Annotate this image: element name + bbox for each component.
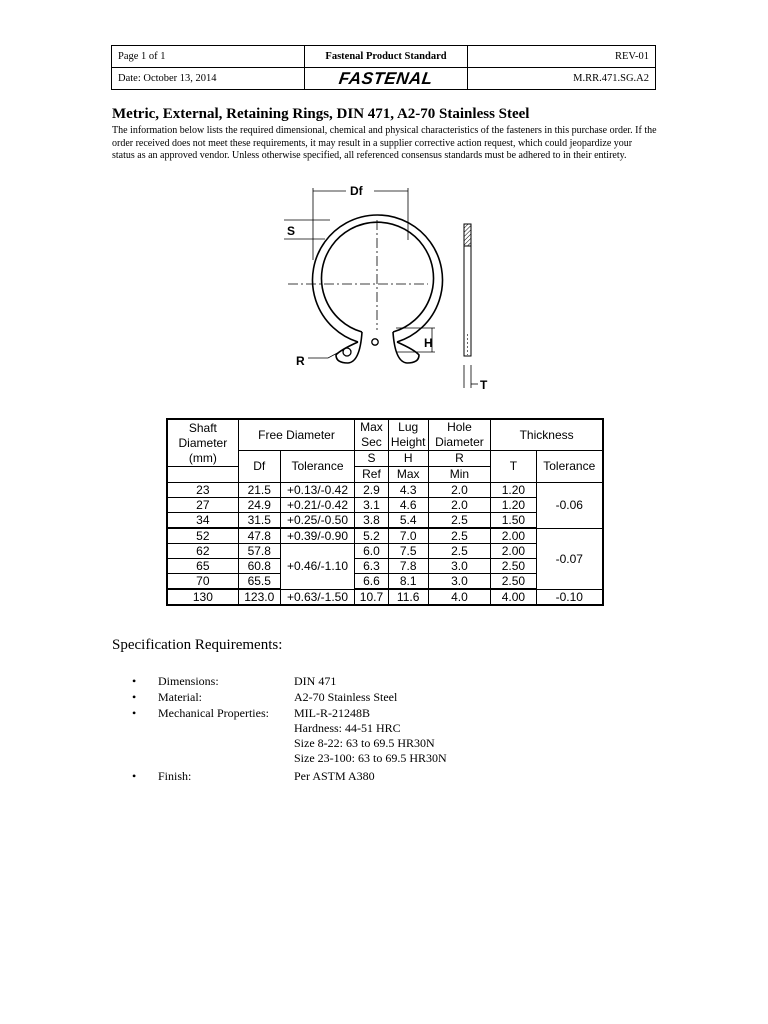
cell-hole-diameter: 2.0 — [428, 498, 491, 513]
header-t-tolerance: Tolerance — [536, 451, 603, 483]
page-number: Page 1 of 1 — [112, 46, 305, 68]
header-shaft-spacer — [167, 467, 238, 483]
cell-tolerance: +0.13/-0.42 — [280, 483, 354, 498]
cell-hole-diameter: 3.0 — [428, 574, 491, 590]
cell-max-sec: 10.7 — [355, 589, 388, 605]
spec-item-value: Per ASTM A380 — [294, 769, 375, 783]
cell-thickness-tolerance: -0.06 — [536, 483, 603, 529]
cell-shaft-diameter: 130 — [167, 589, 238, 605]
table-row — [167, 528, 603, 544]
spec-item-label: Dimensions: — [158, 674, 219, 688]
header-shaft-diameter: Shaft Diameter (mm) — [167, 419, 238, 467]
cell-df: 31.5 — [238, 513, 280, 529]
cell-lug-height: 5.4 — [388, 513, 428, 529]
header-min: Min — [428, 467, 491, 483]
fastenal-logo: FASTENAL — [337, 68, 435, 88]
cell-max-sec: 6.0 — [355, 544, 388, 559]
cell-max-sec: 6.3 — [355, 559, 388, 574]
header-ref: Ref — [355, 467, 388, 483]
document-code: M.RR.471.SG.A2 — [468, 68, 656, 90]
spec-heading: Specification Requirements: — [112, 637, 283, 653]
cell-lug-height: 4.6 — [388, 498, 428, 513]
table-row — [167, 589, 603, 605]
cell-shaft-diameter: 34 — [167, 513, 238, 529]
cell-hole-diameter: 3.0 — [428, 559, 491, 574]
document-title: Metric, External, Retaining Rings, DIN 471, A2-70 Stainless Steel — [112, 106, 530, 122]
cell-thickness: 1.20 — [491, 483, 536, 498]
cell-df: 57.8 — [238, 544, 280, 559]
cell-thickness: 2.50 — [491, 559, 536, 574]
header-r: R — [428, 451, 491, 467]
table-row — [167, 483, 603, 498]
spec-item-label: Mechanical Properties: — [158, 706, 269, 720]
cell-df: 65.5 — [238, 574, 280, 590]
header-df: Df — [238, 451, 280, 483]
spec-item-extra-value: Hardness: 44-51 HRC — [294, 721, 401, 735]
cell-shaft-diameter: 23 — [167, 483, 238, 498]
cell-thickness-tolerance: -0.10 — [536, 589, 603, 605]
spec-item-label: Material: — [158, 690, 202, 704]
cell-hole-diameter: 2.5 — [428, 544, 491, 559]
intro-paragraph: The information below lists the required dimensional, chemical and physical characteristics of the fasteners in this purchase order. If the order received does not meet these requirements, it may result in a supplier corrective action request, which could jeopardize your status as an approved vendor. Unless otherwise specified, all referenced consensus standards must be adhered to in their entirety. — [112, 125, 657, 162]
cell-tolerance: +0.21/-0.42 — [280, 498, 354, 513]
cell-hole-diameter: 2.5 — [428, 528, 491, 544]
cell-lug-height: 4.3 — [388, 483, 428, 498]
cell-shaft-diameter: 65 — [167, 559, 238, 574]
cell-thickness: 1.50 — [491, 513, 536, 529]
retaining-ring-drawing — [270, 180, 500, 395]
cell-thickness: 2.50 — [491, 574, 536, 590]
cell-lug-height: 11.6 — [388, 589, 428, 605]
cell-df: 47.8 — [238, 528, 280, 544]
cell-tolerance: +0.25/-0.50 — [280, 513, 354, 529]
cell-hole-diameter: 4.0 — [428, 589, 491, 605]
cell-df: 24.9 — [238, 498, 280, 513]
document-header — [111, 45, 656, 90]
header-t: T — [491, 451, 536, 483]
t-dimension — [464, 365, 478, 388]
cell-hole-diameter: 2.0 — [428, 483, 491, 498]
cell-max-sec: 6.6 — [355, 574, 388, 590]
bullet-icon: • — [132, 674, 137, 688]
header-s: S — [355, 451, 388, 467]
header-free-diameter: Free Diameter — [238, 419, 355, 451]
cell-tolerance: +0.46/-1.10 — [280, 544, 354, 590]
spec-item-value: A2-70 Stainless Steel — [294, 690, 398, 704]
document-date: Date: October 13, 2014 — [112, 68, 305, 90]
cell-max-sec: 5.2 — [355, 528, 388, 544]
cell-max-sec: 3.1 — [355, 498, 388, 513]
t-label: T — [480, 378, 488, 392]
bullet-icon: • — [132, 690, 137, 704]
cell-max-sec: 2.9 — [355, 483, 388, 498]
logo-cell — [305, 68, 468, 90]
spec-item-label: Finish: — [158, 769, 192, 783]
cell-df: 21.5 — [238, 483, 280, 498]
cell-lug-height: 7.8 — [388, 559, 428, 574]
lug-hole-left — [343, 348, 351, 356]
bullet-icon: • — [132, 706, 137, 720]
cell-lug-height: 7.0 — [388, 528, 428, 544]
header-thickness: Thickness — [491, 419, 603, 451]
cell-lug-height: 7.5 — [388, 544, 428, 559]
spec-item-extra-value: Size 8-22: 63 to 69.5 HR30N — [294, 736, 435, 750]
spec-item-value: MIL-R-21248B — [294, 706, 370, 720]
revision-label: REV-01 — [468, 46, 656, 68]
cell-shaft-diameter: 27 — [167, 498, 238, 513]
spec-item-value: DIN 471 — [294, 674, 337, 688]
cell-shaft-diameter: 62 — [167, 544, 238, 559]
dimension-table — [166, 418, 604, 606]
cell-thickness: 1.20 — [491, 498, 536, 513]
standard-label: Fastenal Product Standard — [305, 46, 468, 68]
cell-lug-height: 8.1 — [388, 574, 428, 590]
lug-hole-right — [372, 339, 378, 345]
spec-item-extra-value: Size 23-100: 63 to 69.5 HR30N — [294, 751, 447, 765]
cell-thickness: 2.00 — [491, 528, 536, 544]
header-h: H — [388, 451, 428, 467]
bullet-icon: • — [132, 769, 137, 783]
s-label: S — [287, 224, 296, 238]
header-tolerance: Tolerance — [280, 451, 354, 483]
df-label: Df — [350, 184, 363, 198]
header-max-sec: Max Sec — [355, 419, 388, 451]
header-lug-height: Lug Height — [388, 419, 428, 451]
cell-thickness-tolerance: -0.07 — [536, 528, 603, 589]
header-max: Max — [388, 467, 428, 483]
cell-thickness: 2.00 — [491, 544, 536, 559]
h-label: H — [424, 336, 433, 350]
side-view-hatch — [464, 224, 471, 246]
cell-shaft-diameter: 52 — [167, 528, 238, 544]
cell-thickness: 4.00 — [491, 589, 536, 605]
cell-tolerance: +0.39/-0.90 — [280, 528, 354, 544]
header-hole-diameter: Hole Diameter — [428, 419, 491, 451]
cell-df: 123.0 — [238, 589, 280, 605]
cell-hole-diameter: 2.5 — [428, 513, 491, 529]
cell-df: 60.8 — [238, 559, 280, 574]
cell-tolerance: +0.63/-1.50 — [280, 589, 354, 605]
r-label: R — [296, 354, 305, 368]
cell-max-sec: 3.8 — [355, 513, 388, 529]
cell-shaft-diameter: 70 — [167, 574, 238, 590]
